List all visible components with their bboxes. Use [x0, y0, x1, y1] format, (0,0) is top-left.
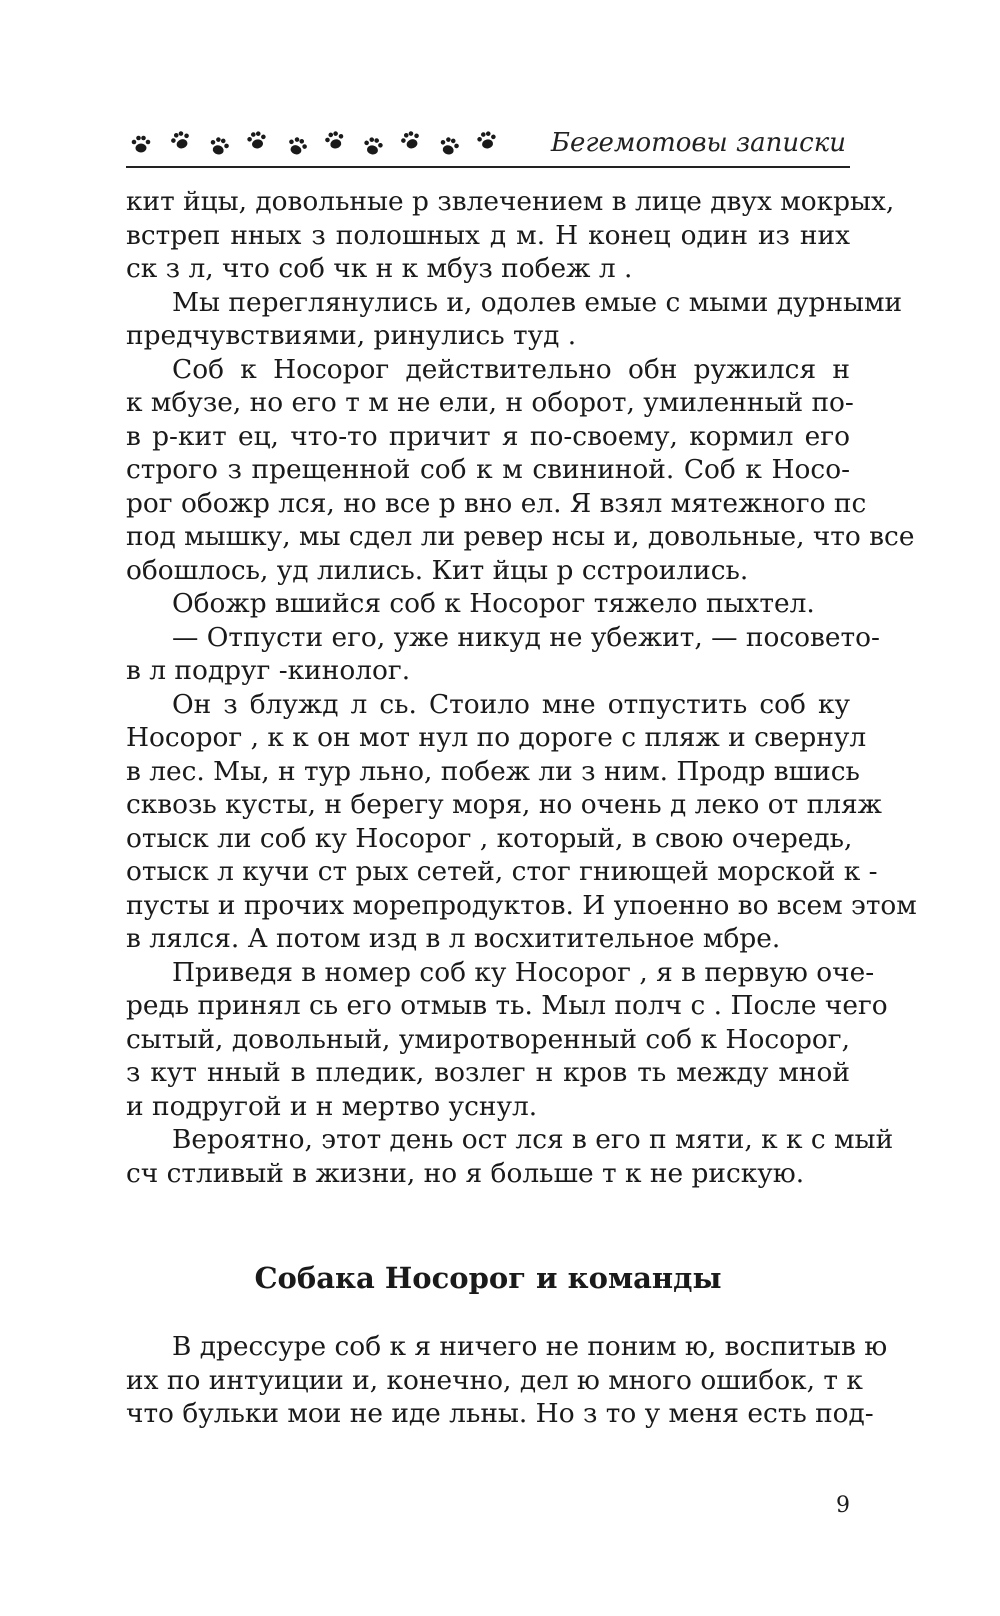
paw-print-ornament — [130, 130, 520, 160]
text-line: к мбузе, но его т м не ели, н оборот, умиленный по- — [126, 387, 854, 418]
text-line: сквозь кусты, н берегу моря, но очень д леко от пляж — [126, 789, 882, 820]
body-text — [126, 185, 917, 1190]
paw-print-icon — [397, 127, 425, 155]
text-line: з кут нный в пледик, возлег н кров ть между мной — [126, 1057, 850, 1088]
paw-print-icon — [436, 134, 463, 161]
running-header — [126, 120, 850, 168]
section-heading: Собака Носорог и команды — [254, 1261, 722, 1295]
text-line: рог обожр лся, но все р вно ел. Я взял мятежного пс — [126, 487, 867, 519]
paw-print-icon — [283, 133, 311, 161]
text-line: строго з прещенной соб к м свининой. Соб к Носо- — [126, 454, 850, 485]
text-line: — Отпусти его, уже никуд не убежит, — посовето- — [172, 621, 880, 653]
paw-print-icon — [322, 128, 349, 155]
text-line: пусты и прочих морепродуктов. И упоенно во всем этом — [126, 889, 917, 921]
text-line: Вероятно, этот день ост лся в его п мяти, к к с мый — [172, 1124, 894, 1155]
paw-print-icon — [244, 128, 269, 153]
text-line: сч стливый в жизни, но я больше т к не рискую. — [126, 1157, 805, 1189]
text-line: В дрессуре соб к я ничего не поним ю, воспитыв ю — [172, 1331, 888, 1362]
text-line: и подругой и н мертво уснул. — [126, 1090, 538, 1122]
paw-print-icon — [167, 127, 195, 155]
text-line: в р-кит ец, что-то причит я по-своему, кормил его — [126, 420, 850, 452]
text-line: Носорог , к к он мот нул по дороге с пляж и свернул — [126, 722, 867, 753]
text-line: их по интуиции и, конечно, дел ю много ошибок, т к — [126, 1364, 863, 1396]
text-line: что бульки мои не иде льны. Но з то у меня есть под- — [126, 1398, 874, 1429]
paw-print-icon — [206, 134, 233, 161]
text-line: встреп нных з полошных д м. Н конец один из них — [126, 219, 850, 251]
text-line: в л подруг -кинолог. — [126, 655, 411, 686]
paw-print-icon — [474, 128, 499, 153]
text-line: в лялся. А потом изд в л восхитительное мбре. — [126, 923, 781, 954]
text-line: Приведя в номер соб ку Носорог , я в первую оче- — [172, 956, 875, 988]
text-line: ск з л, что соб чк н к мбуз побеж л . — [126, 253, 633, 284]
text-line: в лес. Мы, н тур льно, побеж ли з ним. Продр вшись — [126, 755, 860, 787]
text-line: предчувствиями, ринулись туд . — [126, 320, 577, 351]
paw-print-icon — [130, 134, 152, 156]
text-line: Он з блужд л сь. Стоило мне отпустить соб ку — [172, 688, 850, 720]
text-line: сытый, довольный, умиротворенный соб к Носорог, — [126, 1023, 850, 1055]
running-title: Бегемотовы записки — [550, 128, 846, 158]
text-line: Соб к Носорог действительно обн ружился н — [172, 353, 850, 385]
text-line: кит йцы, довольные р звлечением в лице двух мокрых, — [126, 186, 895, 217]
text-line: редь принял сь его отмыв ть. Мыл полч с . После чего — [126, 990, 888, 1021]
page-number: 9 — [836, 1493, 850, 1518]
section-text — [126, 1330, 888, 1431]
paw-print-icon — [360, 134, 385, 159]
text-line: под мышку, мы сдел ли ревер нсы и, довольные, что все — [126, 521, 915, 552]
text-line: Обожр вшийся соб к Носорог тяжело пыхтел. — [172, 588, 815, 619]
text-line: отыск л кучи ст рых сетей, стог гниющей морской к - — [126, 856, 878, 887]
text-line: обошлось, уд лились. Кит йцы р сстроились. — [126, 554, 749, 586]
text-line: отыск ли соб ку Носорог , который, в свою очередь, — [126, 822, 853, 854]
text-line: Мы переглянулись и, одолев емые с мыми дурными — [172, 286, 903, 318]
